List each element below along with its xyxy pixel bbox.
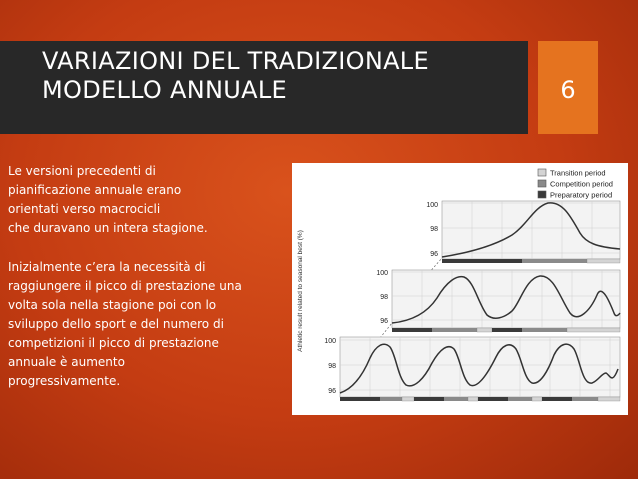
panel-top-tick-100: 100 xyxy=(426,202,438,209)
y-axis-label: Athletic result related to seasonal best (%) xyxy=(297,230,304,352)
panel-top-tick-96: 96 xyxy=(430,251,438,258)
slide-title xyxy=(42,47,512,105)
panel-middle-tick-96: 96 xyxy=(380,318,388,325)
figure-annual-models xyxy=(292,163,628,415)
figure-svg xyxy=(292,163,628,415)
legend-swatch-transition xyxy=(538,169,546,176)
paragraph-details: Inizialmente c’era la necessità di raggiungere il picco di prestazione una volta sola nella stagione poi con lo sviluppo dello sport e del numero di competizioni il picco di prestazione annuale è aumento progressivamente. xyxy=(8,260,242,388)
legend-label-preparatory: Preparatory period xyxy=(550,190,613,200)
slide-title-line: VARIAZIONI DEL TRADIZIONALE xyxy=(42,47,429,75)
slide-number: 6 xyxy=(560,76,576,104)
panel-middle-tick-98: 98 xyxy=(380,294,388,301)
paragraph-intro: Le versioni precedenti di pianificazione annuale erano orientati verso macrocicli che duravano un intera stagione. xyxy=(8,164,208,235)
panel-top-tick-98: 98 xyxy=(430,226,438,233)
panel-bottom-tick-96: 96 xyxy=(328,388,336,395)
legend-swatch-competition xyxy=(538,180,546,187)
legend-label-transition: Transition period xyxy=(550,168,606,178)
slide-title-line: MODELLO ANNUALE xyxy=(42,76,287,104)
panel-middle-tick-100: 100 xyxy=(376,270,388,277)
panel-middle xyxy=(376,270,620,332)
panel-bottom xyxy=(324,337,620,401)
panel-bottom-tick-100: 100 xyxy=(324,338,336,345)
panel-top xyxy=(426,201,620,263)
panel-bottom-tick-98: 98 xyxy=(328,363,336,370)
legend-label-competition: Competition period xyxy=(550,179,613,189)
legend-swatch-preparatory xyxy=(538,191,546,198)
